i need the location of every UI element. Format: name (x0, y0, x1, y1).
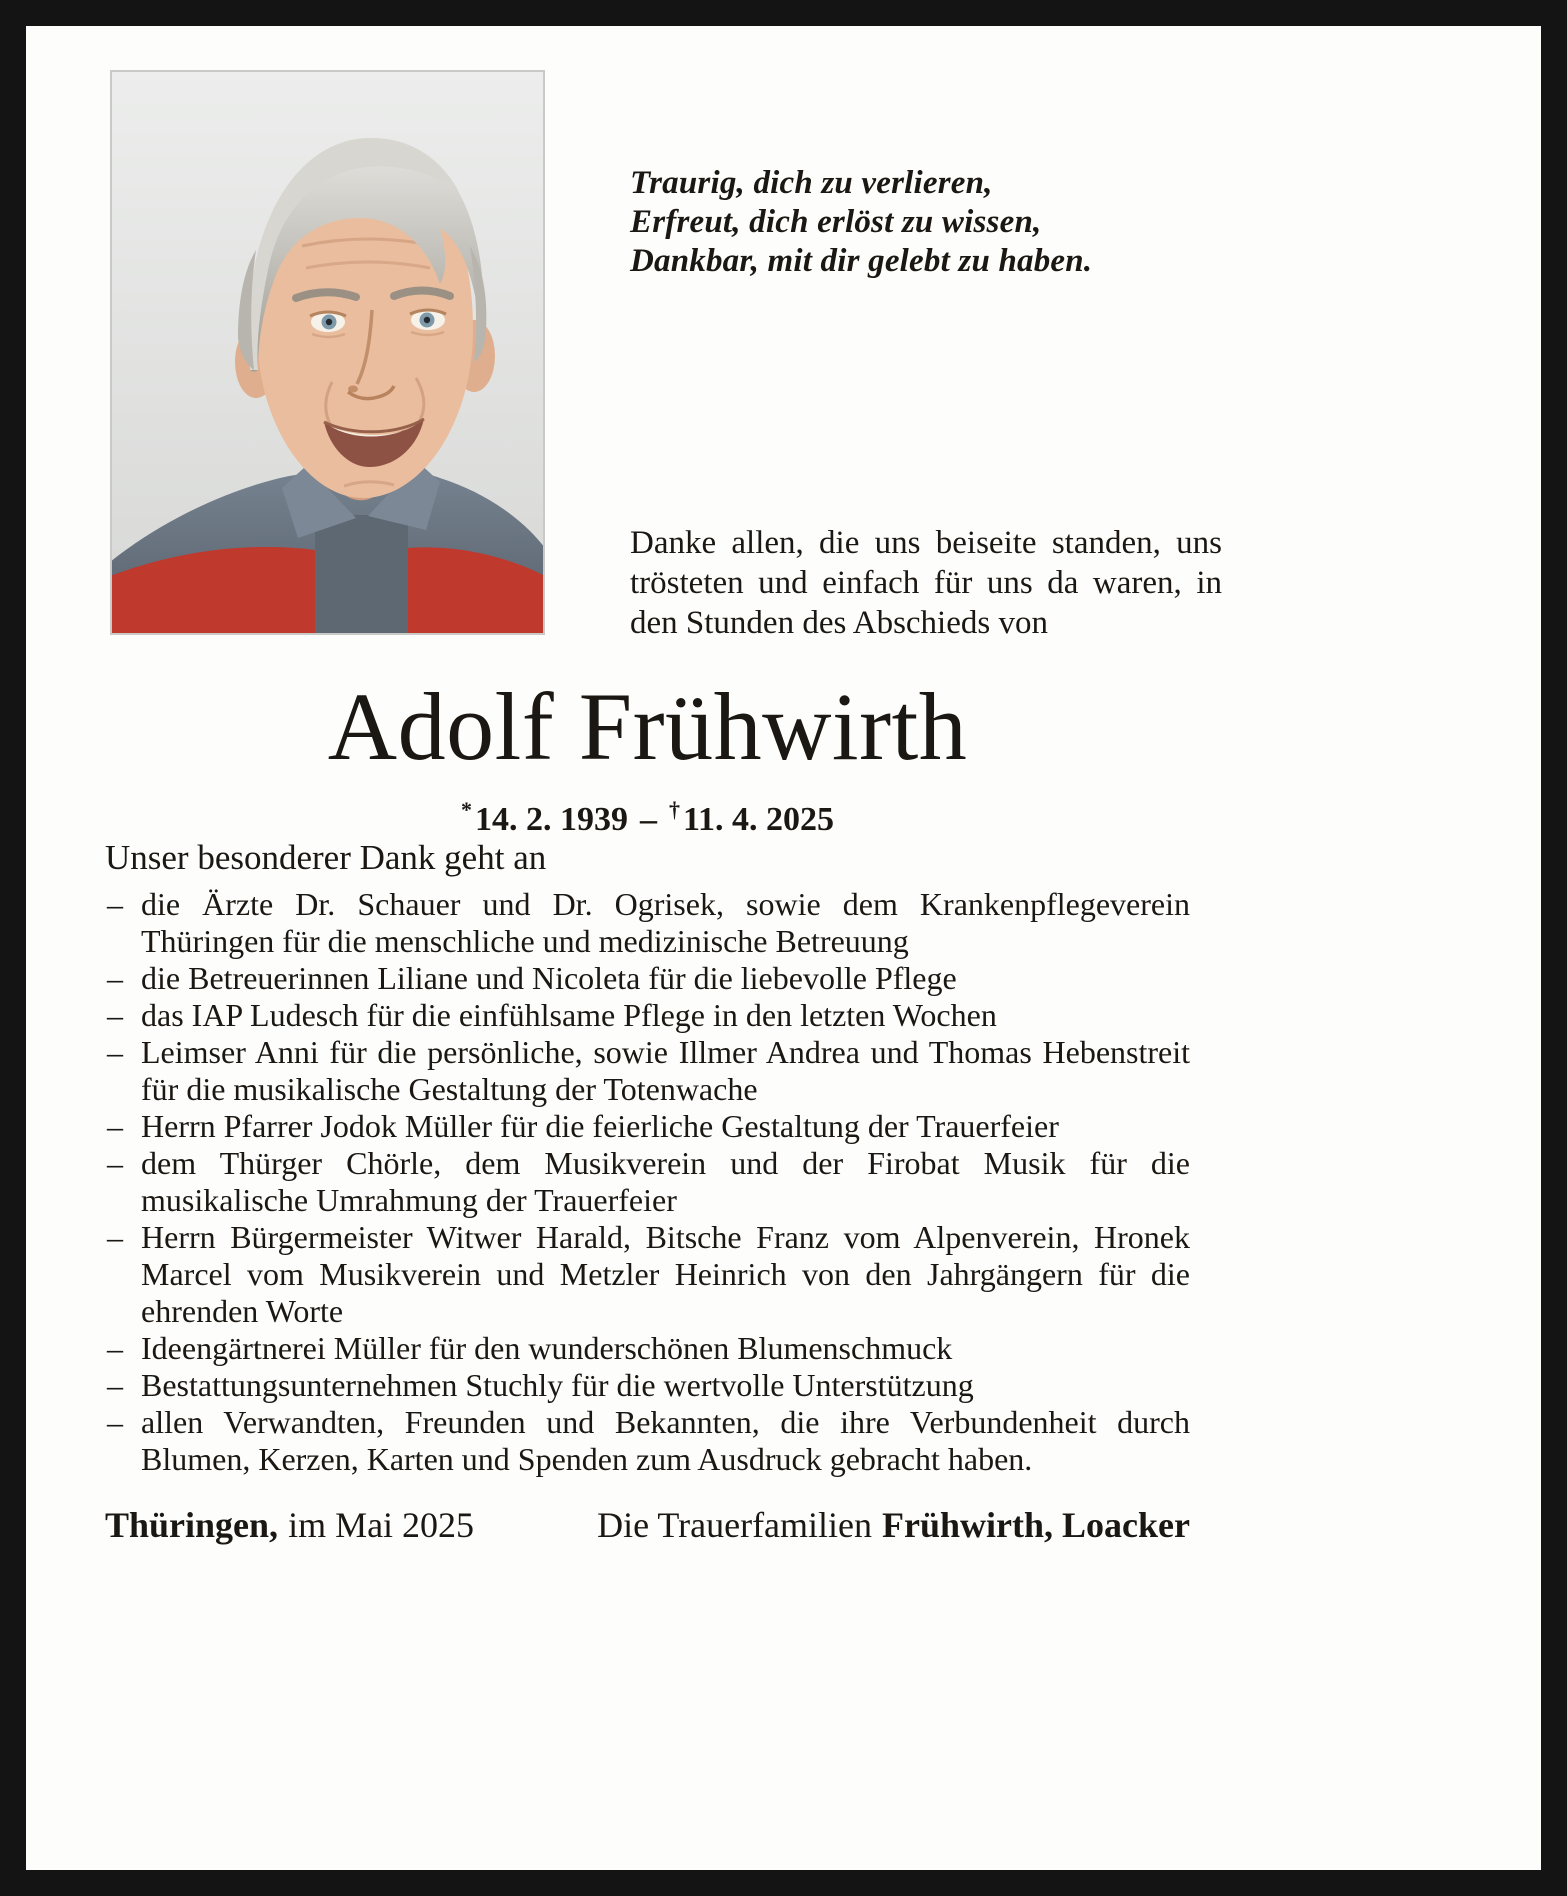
thanks-item: – die Ärzte Dr. Schauer und Dr. Ogrisek, sowie dem Krankenpflegeverein Thüringen für die menschliche und medizinische Betreuung (105, 886, 1190, 960)
portrait-illustration (110, 70, 545, 635)
verse-line: Traurig, dich zu verlieren, (630, 165, 993, 201)
death-date: 11. 4. 2025 (682, 801, 835, 838)
footer-place-date (105, 1504, 474, 1546)
death-symbol: † (668, 797, 680, 822)
birth-symbol: * (460, 797, 472, 822)
birth-date: 14. 2. 1939 (474, 801, 628, 838)
thanks-item: – dem Thürger Chörle, dem Musikverein und der Firobat Musik für die musikalische Umrahmung der Trauerfeier (105, 1145, 1190, 1219)
thanks-item: – Herrn Bürgermeister Witwer Harald, Bitsche Franz vom Alpenverein, Hronek Marcel vom Musikverein und Metzler Heinrich von den Jahrgängern für die ehrenden Worte (105, 1219, 1190, 1330)
thanks-item: – das IAP Ludesch für die einfühlsame Pflege in den letzten Wochen (105, 997, 1190, 1034)
date-text: im Mai 2025 (288, 1505, 475, 1545)
thanks-item: – allen Verwandten, Freunden und Bekannten, die ihre Verbundenheit durch Blumen, Kerzen, Karten und Spenden zum Ausdruck gebracht haben. (105, 1404, 1190, 1478)
deceased-name: Adolf Frühwirth (327, 673, 968, 780)
dates-separator: – (639, 801, 657, 838)
thanks-item: – die Betreuerinnen Liliane und Nicoleta für die liebevolle Pflege (105, 960, 1190, 997)
thanks-heading: Unser besonderer Dank geht an (105, 838, 547, 877)
thanks-item: – Ideengärtnerei Müller für den wunderschönen Blumenschmuck (105, 1330, 1190, 1367)
life-dates (105, 790, 1190, 840)
thanks-item: – Bestattungsunternehmen Stuchly für die wertvolle Unterstützung (105, 1367, 1190, 1404)
footer-families (597, 1504, 1190, 1546)
verse-line: Erfreut, dich erlöst zu wissen, (630, 204, 1042, 240)
families-names: Frühwirth, Loacker (882, 1505, 1190, 1545)
thanks-item: – Herrn Pfarrer Jodok Müller für die feierliche Gestaltung der Trauerfeier (105, 1108, 1190, 1145)
footer (105, 1504, 1190, 1546)
deceased-block (105, 674, 1190, 840)
verse-line: Dankbar, mit dir gelebt zu haben. (630, 243, 1093, 279)
thanks-list (105, 886, 1190, 1478)
intro-text: Danke allen, die uns beiseite standen, uns trösteten und einfach für uns da waren, in den Stunden des Abschieds von (630, 525, 1222, 641)
thanks-item: – Leimser Anni für die persönliche, sowie Illmer Andrea und Thomas Hebenstreit für die musikalische Gestaltung der Totenwache (105, 1034, 1190, 1108)
portrait-photo (110, 70, 545, 635)
place-text: Thüringen, (105, 1505, 279, 1545)
families-prefix: Die Trauerfamilien (597, 1505, 873, 1545)
memorial-verse (630, 164, 1092, 281)
